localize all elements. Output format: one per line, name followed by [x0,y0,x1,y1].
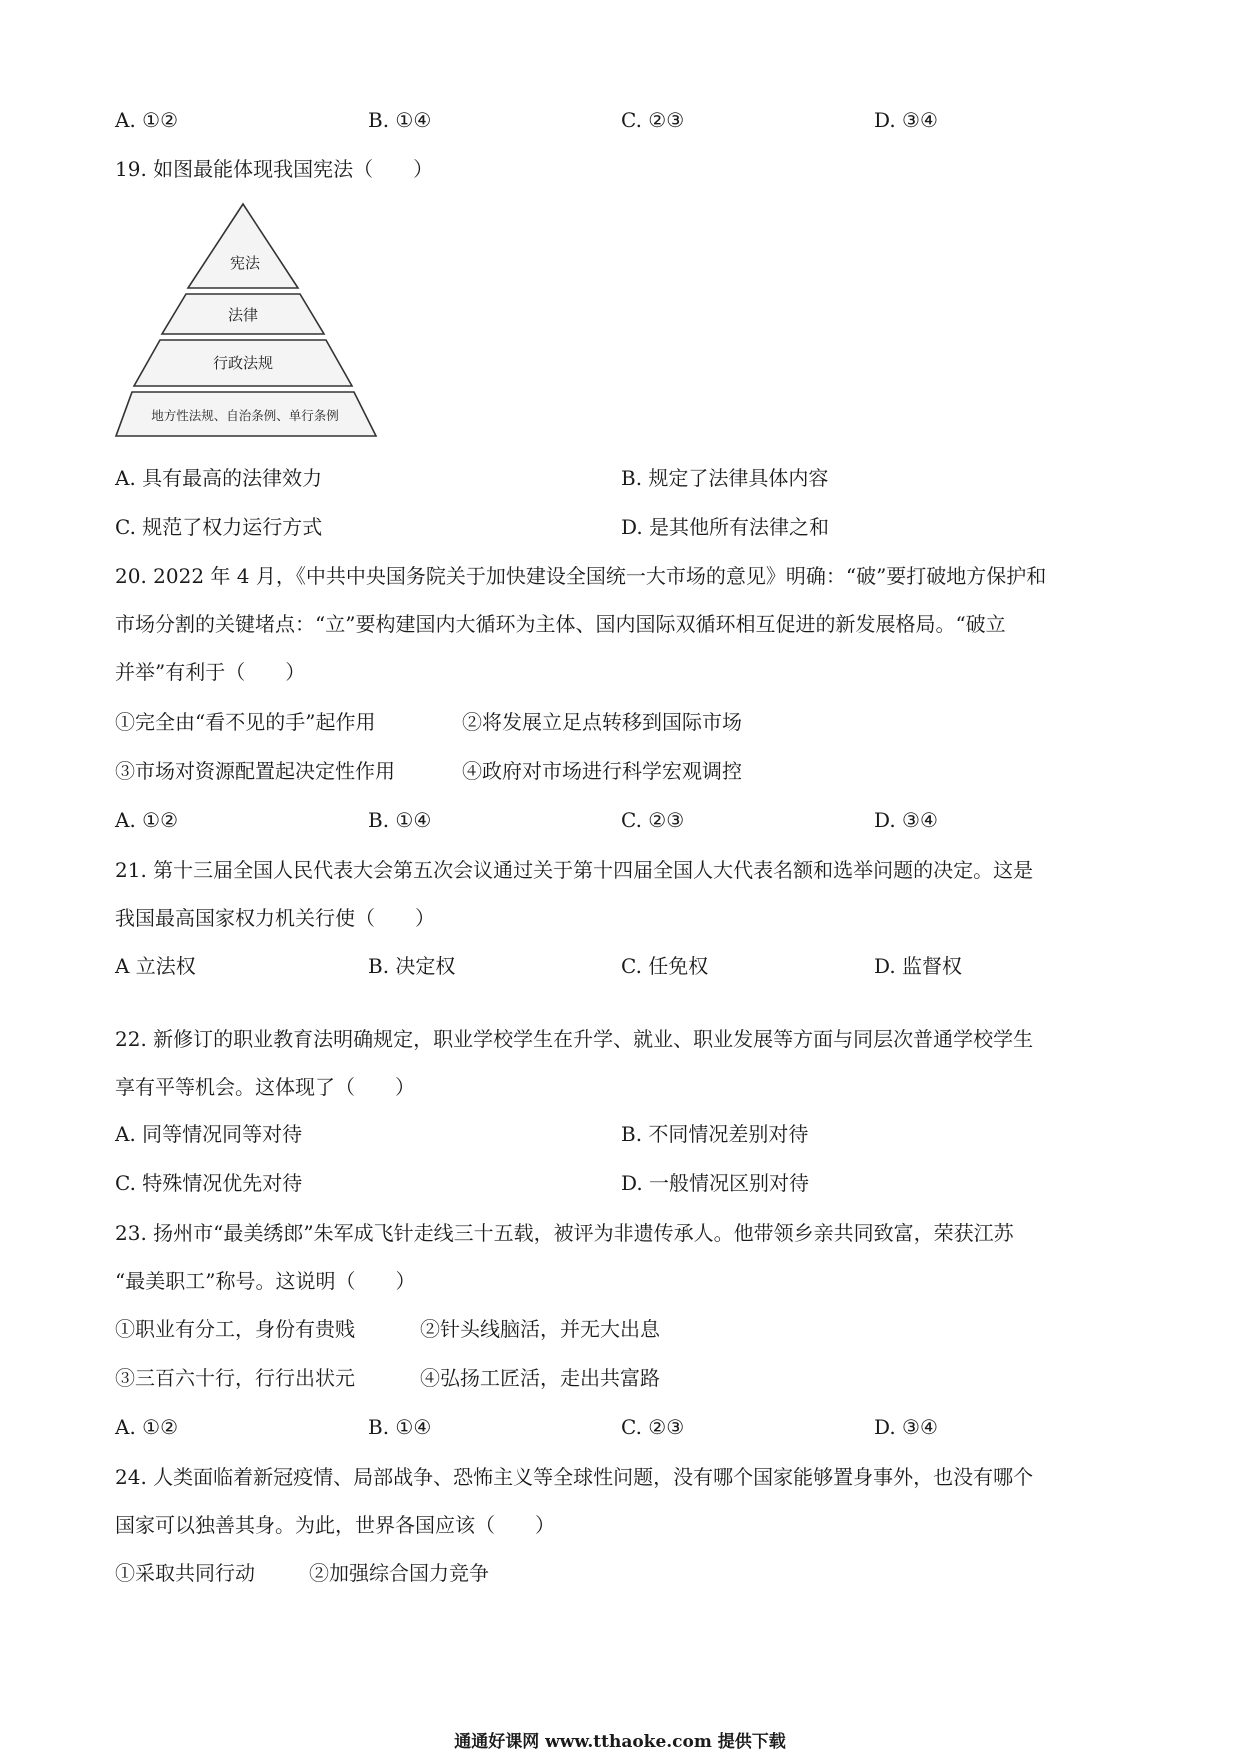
q23-stem [115,1209,1125,1305]
q23-options [115,1413,1135,1441]
q22-options-row2 [115,1169,1135,1197]
q23-stem-line-1: 23. 扬州市“最美绣郎”朱军成飞针走线三十五载，被评为非遗传承人。他带领乡亲共同致富，荣获江苏 [115,1221,1014,1245]
q20-option-d[interactable]: D. ③④ [874,808,938,832]
q21-options [115,952,1135,980]
q20-stem-line-3: 并举”有利于（ ） [115,660,306,684]
q23-statement-2: ②针头线脑活，并无大出息 [420,1317,660,1341]
q23-statement-3: ③三百六十行，行行出状元 [115,1366,355,1390]
q23-statements-row1 [115,1315,1135,1343]
q23-option-d[interactable]: D. ③④ [874,1415,938,1439]
q20-statement-2: ②将发展立足点转移到国际市场 [462,710,742,734]
pyramid-label-constitution: 宪法 [229,254,261,272]
q20-options [115,806,1135,834]
q22-option-d[interactable]: D. 一般情况区别对待 [621,1171,810,1195]
q21-option-b[interactable]: B. 决定权 [368,954,456,978]
q23-statements-row2 [115,1364,1135,1392]
q23-statement-1: ①职业有分工，身份有贵贱 [115,1317,355,1341]
q22-option-b[interactable]: B. 不同情况差别对待 [621,1122,809,1146]
q18-option-a[interactable]: A. ①② [115,108,179,132]
q21-stem-line-2: 我国最高国家权力机关行使（ ） [115,906,435,930]
q21-option-a[interactable]: A 立法权 [115,954,196,978]
q20-statement-3: ③市场对资源配置起决定性作用 [115,759,395,783]
q20-stem-line-1: 20. 2022 年 4 月，《中共中央国务院关于加快建设全国统一大市场的意见》明确：“破”要打破地方保护和 [115,564,1047,588]
q21-stem-line-1: 21. 第十三届全国人民代表大会第五次会议通过关于第十四届全国人大代表名额和选举问题的决定。这是 [115,858,1034,882]
pyramid-label-law: 法律 [227,306,259,324]
q20-statement-4: ④政府对市场进行科学宏观调控 [462,759,742,783]
q19-option-d[interactable]: D. 是其他所有法律之和 [621,515,830,539]
q20-stem [115,552,1125,696]
q24-statements-row1 [115,1559,1135,1587]
q20-option-a[interactable]: A. ①② [115,808,179,832]
q22-stem-line-2: 享有平等机会。这体现了（ ） [115,1075,415,1099]
q24-stem-line-2: 国家可以独善其身。为此，世界各国应该（ ） [115,1513,555,1537]
q23-option-a[interactable]: A. ①② [115,1415,179,1439]
q23-option-b[interactable]: B. ①④ [368,1415,432,1439]
q20-statements-row1 [115,708,1135,736]
q24-statement-1: ①采取共同行动 [115,1561,255,1585]
pyramid-label-admin-regulation: 行政法规 [212,354,274,372]
q20-option-c[interactable]: C. ②③ [621,808,685,832]
q22-stem-line-1: 22. 新修订的职业教育法明确规定，职业学校学生在升学、就业、职业发展等方面与同层次普通学校学生 [115,1027,1034,1051]
q21-stem [115,846,1125,942]
q23-statement-4: ④弘扬工匠活，走出共富路 [420,1366,660,1390]
q22-option-a[interactable]: A. 同等情况同等对待 [115,1122,303,1146]
page-footer: 通通好课网 www.tthaoke.com 提供下载 [454,1732,786,1752]
q20-statement-1: ①完全由“看不见的手”起作用 [115,710,376,734]
q23-stem-line-2: “最美职工”称号。这说明（ ） [115,1269,416,1293]
q22-options-row1 [115,1120,1135,1148]
q20-statements-row2 [115,757,1135,785]
q18-option-d[interactable]: D. ③④ [874,108,938,132]
q20-stem-line-2: 市场分割的关键堵点：“立”要构建国内大循环为主体、国内国际双循环相互促进的新发展格局。“破立 [115,612,1006,636]
law-hierarchy-pyramid [108,196,388,446]
q19-option-b[interactable]: B. 规定了法律具体内容 [621,466,829,490]
q20-option-b[interactable]: B. ①④ [368,808,432,832]
q22-option-c[interactable]: C. 特殊情况优先对待 [115,1171,303,1195]
q19-options-row2 [115,513,1135,541]
pyramid-label-local-regulation: 地方性法规、自治条例、单行条例 [151,408,339,423]
q24-stem-line-1: 24. 人类面临着新冠疫情、局部战争、恐怖主义等全球性问题，没有哪个国家能够置身事外，也没有哪个 [115,1465,1034,1489]
q18-option-c[interactable]: C. ②③ [621,108,685,132]
q23-option-c[interactable]: C. ②③ [621,1415,685,1439]
q19-option-c[interactable]: C. 规范了权力运行方式 [115,515,323,539]
q19-option-a[interactable]: A. 具有最高的法律效力 [115,466,323,490]
q19-options-row1 [115,464,1135,492]
q21-option-c[interactable]: C. 任免权 [621,954,709,978]
q24-stem [115,1453,1125,1549]
q19-stem: 19. 如图最能体现我国宪法（ ） [115,157,434,181]
q21-option-d[interactable]: D. 监督权 [874,954,963,978]
q22-stem [115,1015,1125,1111]
q18-option-b[interactable]: B. ①④ [368,108,432,132]
q24-statement-2: ②加强综合国力竞争 [309,1561,489,1585]
q18-options [115,106,1135,134]
